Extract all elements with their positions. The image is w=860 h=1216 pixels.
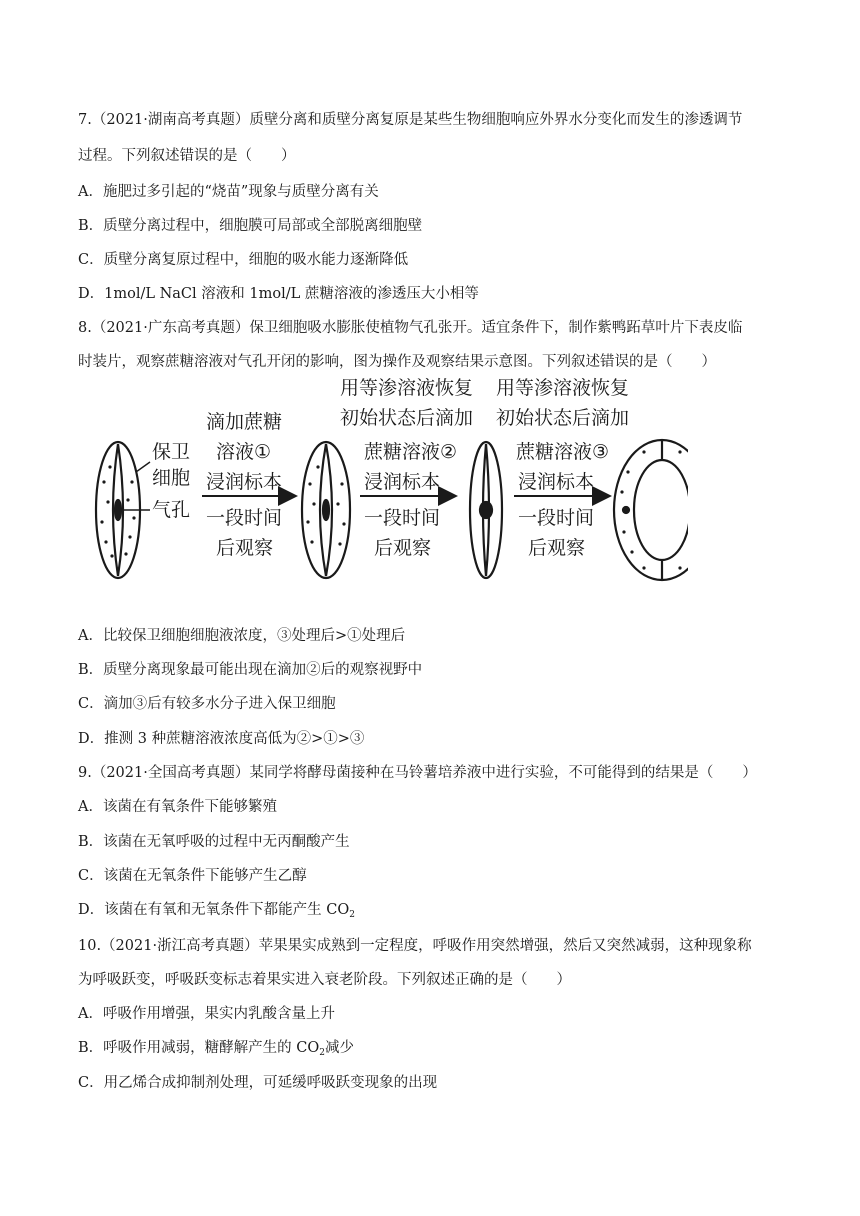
step2-line2: 浸润标本 xyxy=(364,471,441,493)
q10-option-a: A．呼吸作用增强，果实内乳酸含量上升 xyxy=(78,1006,335,1022)
label-stoma: 气孔 xyxy=(152,499,191,521)
q10-option-c: C．用乙烯合成抑制剂处理，可延缓呼吸跃变现象的出现 xyxy=(78,1075,438,1091)
q9-option-d xyxy=(78,900,355,920)
q9-option-d-subscript: 2 xyxy=(349,910,355,920)
q8-option-c: C．滴加③后有较多水分子进入保卫细胞 xyxy=(78,696,336,712)
label-guard-cell-1: 保卫 xyxy=(152,441,191,463)
step3-header-line2: 初始状态后滴加 xyxy=(496,407,630,429)
step1-line2: 溶液① xyxy=(216,441,272,463)
q7-stem-line1: 7.（2021·湖南高考真题）质壁分离和质壁分离复原是某些生物细胞响应外界水分变化而发生的渗透调节 xyxy=(78,112,743,128)
step2-line4: 后观察 xyxy=(374,537,432,559)
q9-stem: 9.（2021·全国高考真题）某同学将酵母菌接种在马铃薯培养液中进行实验，不可能得到的结果是（ ） xyxy=(78,765,757,781)
q10-option-b-subscript: 2 xyxy=(319,1048,325,1058)
step1-line3: 浸润标本 xyxy=(206,471,283,493)
label-guard-cell-2: 细胞 xyxy=(152,467,191,489)
step3-line4: 后观察 xyxy=(528,537,586,559)
q7-option-b: B．质壁分离过程中，细胞膜可局部或全部脱离细胞壁 xyxy=(78,218,423,234)
step1-line4: 一段时间 xyxy=(206,507,283,529)
q7-option-c: C．质壁分离复原过程中，细胞的吸水能力逐渐降低 xyxy=(78,252,409,268)
step3-line3: 一段时间 xyxy=(518,507,595,529)
q10-option-b xyxy=(78,1038,354,1058)
q7-stem-line2: 过程。下列叙述错误的是（ ） xyxy=(78,148,296,164)
guard-cell-pair-after-1 xyxy=(302,442,350,578)
step2-line3: 一段时间 xyxy=(364,507,441,529)
q9-option-d-text: D．该菌在有氧和无氧条件下都能产生 CO xyxy=(78,902,350,918)
step3-line1: 蔗糖溶液③ xyxy=(516,441,610,463)
step2-line1: 蔗糖溶液② xyxy=(364,441,458,463)
q8-stem-line2: 时装片，观察蔗糖溶液对气孔开闭的影响，图为操作及观察结果示意图。下列叙述错误的是（ ） xyxy=(78,354,716,370)
q9-option-b: B．该菌在无氧呼吸的过程中无丙酮酸产生 xyxy=(78,834,350,850)
q7-option-d: D．1mol/L NaCl 溶液和 1mol/L 蔗糖溶液的渗透压大小相等 xyxy=(78,286,479,302)
step1-line5: 后观察 xyxy=(216,537,274,559)
q9-option-c: C．该菌在无氧条件下能够产生乙醇 xyxy=(78,868,307,884)
step2-header-line1: 用等渗溶液恢复 xyxy=(340,377,474,399)
guard-cell-pair-after-2 xyxy=(470,442,502,578)
q10-stem-line1: 10.（2021·浙江高考真题）苹果果实成熟到一定程度，呼吸作用突然增强，然后又突然减弱，这种现象称 xyxy=(78,938,752,954)
q10-stem-line2: 为呼吸跃变，呼吸跃变标志着果实进入衰老阶段。下列叙述正确的是（ ） xyxy=(78,972,571,988)
step3-header-line1: 用等渗溶液恢复 xyxy=(496,377,630,399)
step3-line2: 浸润标本 xyxy=(518,471,595,493)
q7-option-a: A．施肥过多引起的“烧苗”现象与质壁分离有关 xyxy=(78,184,379,200)
q8-option-d: D．推测 3 种蔗糖溶液浓度高低为②>①>③ xyxy=(78,731,365,747)
step2-header-line2: 初始状态后滴加 xyxy=(340,407,474,429)
q8-stem-line1: 8.（2021·广东高考真题）保卫细胞吸水膨胀使植物气孔张开。适宜条件下，制作紫鸭跖草叶片下表皮临 xyxy=(78,320,743,336)
q9-option-a: A．该菌在有氧条件下能够繁殖 xyxy=(78,799,277,815)
guard-cell-pair-after-3 xyxy=(614,440,688,580)
q8-option-b: B．质壁分离现象最可能出现在滴加②后的观察视野中 xyxy=(78,662,423,678)
step1-line1: 滴加蔗糖 xyxy=(206,411,283,433)
stomata-diagram xyxy=(88,372,688,612)
q8-option-a: A．比较保卫细胞细胞液浓度，③处理后>①处理后 xyxy=(78,628,406,644)
q10-option-b-text: B．呼吸作用减弱，糖酵解产生的 CO xyxy=(78,1040,320,1056)
q10-option-b-tail: 减少 xyxy=(324,1040,354,1056)
